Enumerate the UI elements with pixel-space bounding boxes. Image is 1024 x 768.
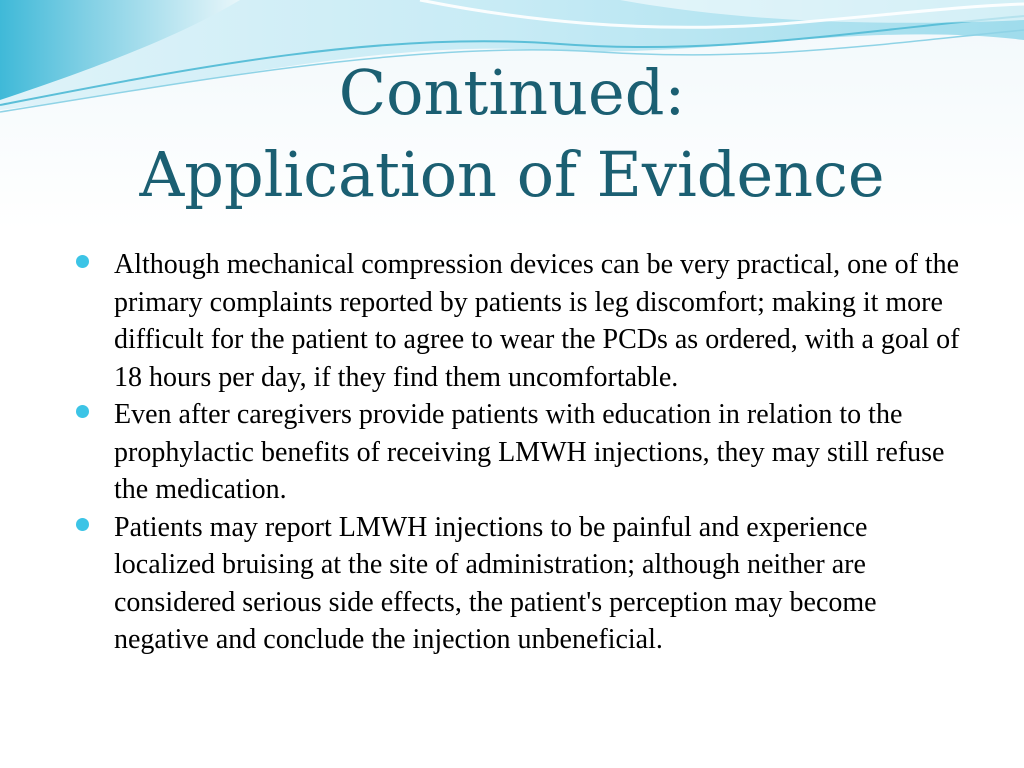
bullet-text: Even after caregivers provide patients with education in relation to the prophylactic benefits of receiving LMWH injections, they may still refuse the medication. — [114, 399, 945, 505]
bullet-item — [76, 246, 966, 396]
bullet-dot-icon — [76, 405, 89, 418]
title-line-2: Application of Evidence — [139, 138, 885, 211]
title-line-1: Continued: — [338, 56, 686, 129]
bullet-item — [76, 396, 966, 509]
bullet-dot-icon — [76, 518, 89, 531]
bullet-item — [76, 509, 966, 659]
bullet-text: Although mechanical compression devices can be very practical, one of the primary complaints reported by patients is leg discomfort; making it more difficult for the patient to agree to wear the PCDs as ordered, with a goal of 18 hours per day, if they find them uncomfortable. — [114, 249, 960, 393]
slide-title — [0, 52, 1024, 216]
bullet-list — [76, 246, 966, 659]
bullet-text: Patients may report LMWH injections to be painful and experience localized bruising at the site of administration; although neither are considered serious side effects, the patient's perception may become negative and conclude the injection unbeneficial. — [114, 511, 877, 655]
bullet-dot-icon — [76, 255, 89, 268]
